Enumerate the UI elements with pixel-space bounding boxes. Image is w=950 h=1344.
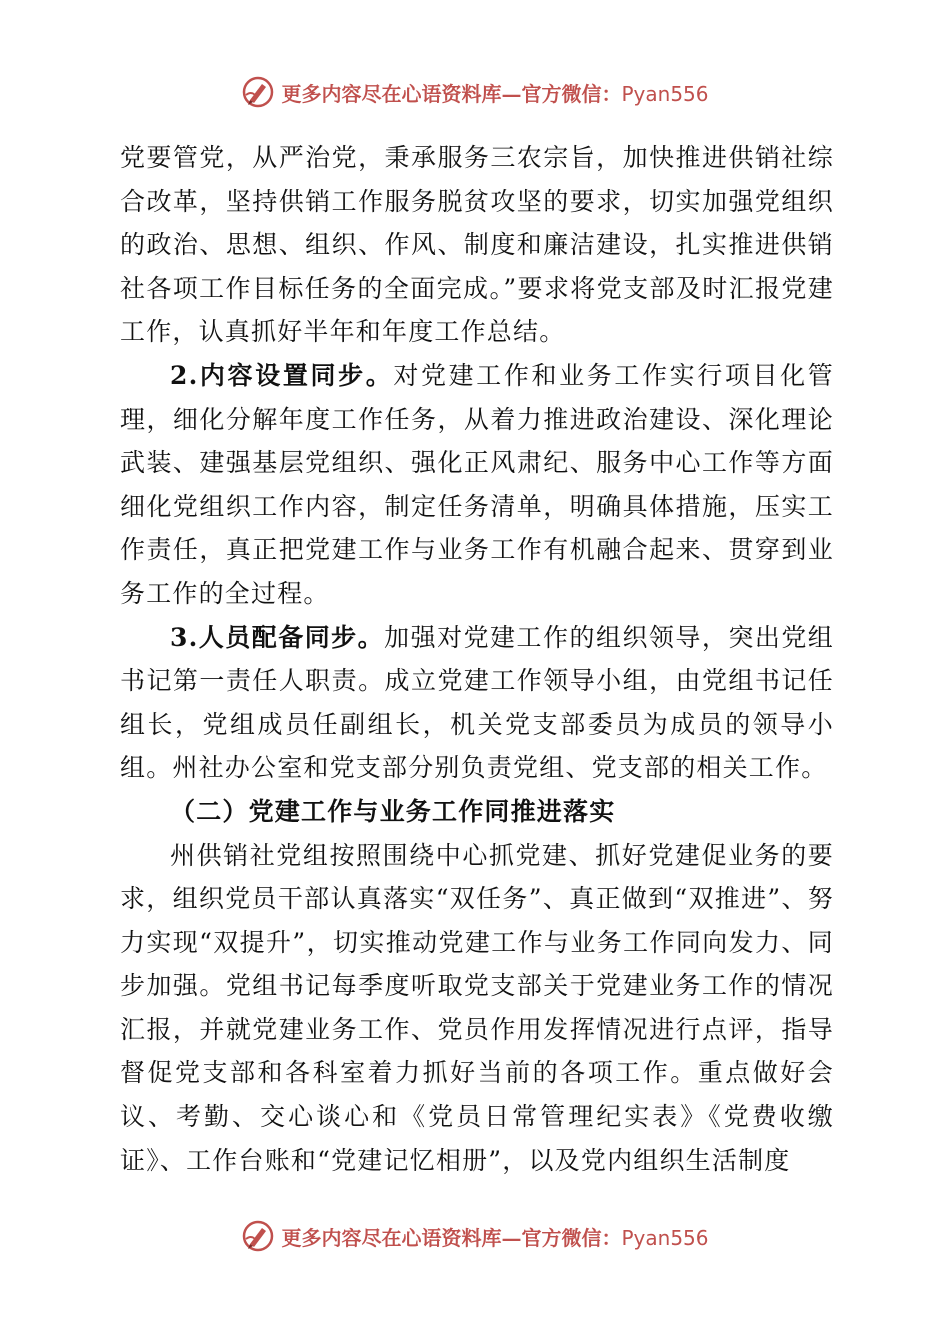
paragraph-2-text: 对党建工作和业务工作实行项目化管理，细化分解年度工作任务，从着力推进政治建设、深化理论武装、建强基层党组织、强化正风肃纪、服务中心工作等方面细化党组织工作内容，制定任务清单，明确具体措施，压实工作责任，真正把党建工作与业务工作有机融合起来、贯穿到业务工作的全过程。 [120,360,834,608]
footer-watermark [0,1216,950,1256]
paragraph-3-lead: 3.人员配备同步。 [170,622,385,652]
paragraph-3-text: 加强对党建工作的组织领导，突出党组书记第一责任人职责。成立党建工作领导小组，由党组书记任组长，党组成员任副组长，机关党支部委员为成员的领导小组。州社办公室和党支部分别负责党组、党支部的相关工作。 [120,622,835,783]
footer-watermark-text: 更多内容尽在心语资料库—官方微信：Pyan556 [281,1225,709,1250]
paragraph-3 [120,616,834,790]
header-watermark [0,72,950,112]
header-watermark-text: 更多内容尽在心语资料库—官方微信：Pyan556 [281,81,709,106]
paragraph-2-lead: 2.内容设置同步。 [170,360,394,390]
document-body [120,136,834,1182]
section-heading: （二）党建工作与业务工作同推进落实 [170,796,616,826]
pen-logo-icon [241,75,275,109]
paragraph-1: 党要管党，从严治党，秉承服务三农宗旨，加快推进供销社综合改革，坚持供销工作服务脱贫攻坚的要求，切实加强党组织的政治、思想、组织、作风、制度和廉洁建设，扎实推进供销社各项工作目标任务的全面完成。”要求将党支部及时汇报党建工作，认真抓好半年和年度工作总结。 [120,143,834,347]
pen-logo-icon [241,1219,275,1253]
paragraph-4: 州供销社党组按照围绕中心抓党建、抓好党建促业务的要求，组织党员干部认真落实“双任务”、真正做到“双推进”、努力实现“双提升”，切实推动党建工作与业务工作同向发力、同步加强。党组书记每季度听取党支部关于党建业务工作的情况汇报，并就党建业务工作、党员作用发挥情况进行点评，指导督促党支部和各科室着力抓好当前的各项工作。重点做好会议、考勤、交心谈心和《党员日常管理纪实表》《党费收缴证》、工作台账和“党建记忆相册”，以及党内组织生活制度 [120,840,834,1175]
paragraph-2 [120,354,834,616]
